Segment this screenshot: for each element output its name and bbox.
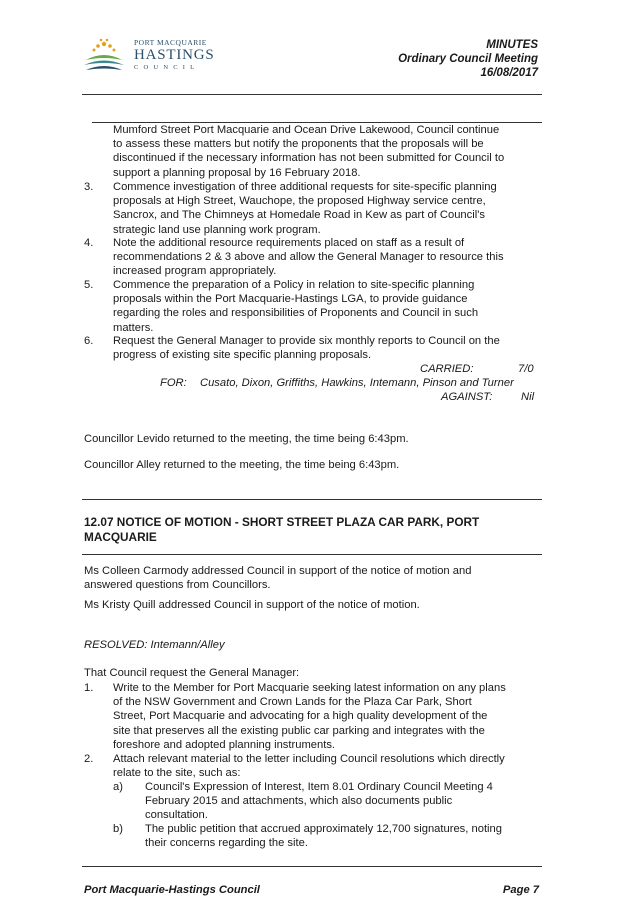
list-item-number: 4. <box>84 237 94 249</box>
logo-wordmark <box>134 38 215 72</box>
meeting-note: Councillor Alley returned to the meeting, the time being 6:43pm. <box>84 459 400 471</box>
footer-organisation: Port Macquarie-Hastings Council <box>84 884 260 896</box>
meeting-name: Ordinary Council Meeting <box>398 53 538 65</box>
list-item-number: 1. <box>84 682 94 694</box>
resolved-line: RESOLVED: Intemann/Alley <box>84 639 225 651</box>
list-item-number: 3. <box>84 181 94 193</box>
page-number: Page 7 <box>502 884 539 896</box>
doc-type: MINUTES <box>486 39 538 51</box>
logo-line-hastings: HASTINGS <box>134 47 215 63</box>
for-value: Cusato, Dixon, Griffiths, Hawkins, Intemann, Pinson and Turner <box>200 377 514 389</box>
speaker-paragraph: Ms Kristy Quill addressed Council in support of the notice of motion. <box>84 599 420 611</box>
resolution-intro: That Council request the General Manager: <box>84 667 300 679</box>
against-label: AGAINST: <box>441 391 493 403</box>
against-value: Nil <box>521 391 535 403</box>
sub-item-text: The public petition that accrued approximately 12,700 signatures, noting their concerns regarding the site. <box>145 823 502 850</box>
sub-item-text: Council's Expression of Interest, Item 8.01 Ordinary Council Meeting 4 February 2015 and attachments, which also documents public consultation. <box>145 781 493 822</box>
list-item-text: Write to the Member for Port Macquarie seeking latest information on any plans of the NSW Government and Crown Lands for the Plaza Car Park, Short Street, Port Macquarie and advocating for a high quality development of the site that preserves all the existing public car parking and integrates with the foreshore and adopted planning instruments. <box>113 682 506 751</box>
section-heading: 12.07 NOTICE OF MOTION - SHORT STREET PLAZA CAR PARK, PORT MACQUARIE <box>84 515 480 544</box>
logo-line-port-macquarie: PORT MACQUARIE <box>134 38 207 47</box>
list-item-text: Attach relevant material to the letter including Council resolutions which directly relate to the site, such as: <box>113 753 505 780</box>
carried-value: 7/0 <box>518 363 534 375</box>
section-divider-top <box>82 499 542 500</box>
footer-divider <box>82 866 542 867</box>
section-divider-bottom <box>82 554 542 555</box>
sub-item-letter: a) <box>113 781 123 793</box>
meeting-date: 16/08/2017 <box>480 67 538 79</box>
continued-item-text: Mumford Street Port Macquarie and Ocean Drive Lakewood, Council continue to assess these matters but notify the proponents that the proposals will be discontinued if the necessary information has not been submitted for Council to support a planning proposal by 16 February 2018. <box>113 124 505 179</box>
list-item-text: Commence the preparation of a Policy in relation to site-specific planning proposals within the Port Macquarie-Hastings LGA, to provide guidance regarding the roles and responsibilities of Proponents and Council in such matters. <box>113 279 479 334</box>
meeting-note: Councillor Levido returned to the meeting, the time being 6:43pm. <box>84 433 409 445</box>
list-item-text: Request the General Manager to provide six monthly reports to Council on the progress of existing site specific planning proposals. <box>113 335 500 362</box>
list-item-number: 5. <box>84 279 94 291</box>
speaker-paragraph: Ms Colleen Carmody addressed Council in support of the notice of motion and answered questions from Councillors. <box>84 565 472 592</box>
carried-label: CARRIED: <box>420 363 474 375</box>
list-item-text: Note the additional resource requirements placed on staff as a result of recommendations 2 & 3 above and allow the General Manager to resource this increased program appropriately. <box>113 237 504 278</box>
council-logo <box>82 36 217 78</box>
header-divider <box>82 94 542 95</box>
list-item-number: 2. <box>84 753 94 765</box>
list-item-number: 6. <box>84 335 94 347</box>
for-label: FOR: <box>160 377 187 389</box>
logo-line-council: COUNCIL <box>134 64 200 71</box>
list-item-text: Commence investigation of three additional requests for site-specific planning proposals at High Street, Wauchope, the proposed Highway service centre, Sancrox, and The Chimneys at Homedale Road in Kew as part of Council's strategic land use planning work program. <box>113 181 497 236</box>
council-logo-icon <box>82 36 126 76</box>
sub-item-letter: b) <box>113 823 123 835</box>
document-header <box>398 38 538 80</box>
